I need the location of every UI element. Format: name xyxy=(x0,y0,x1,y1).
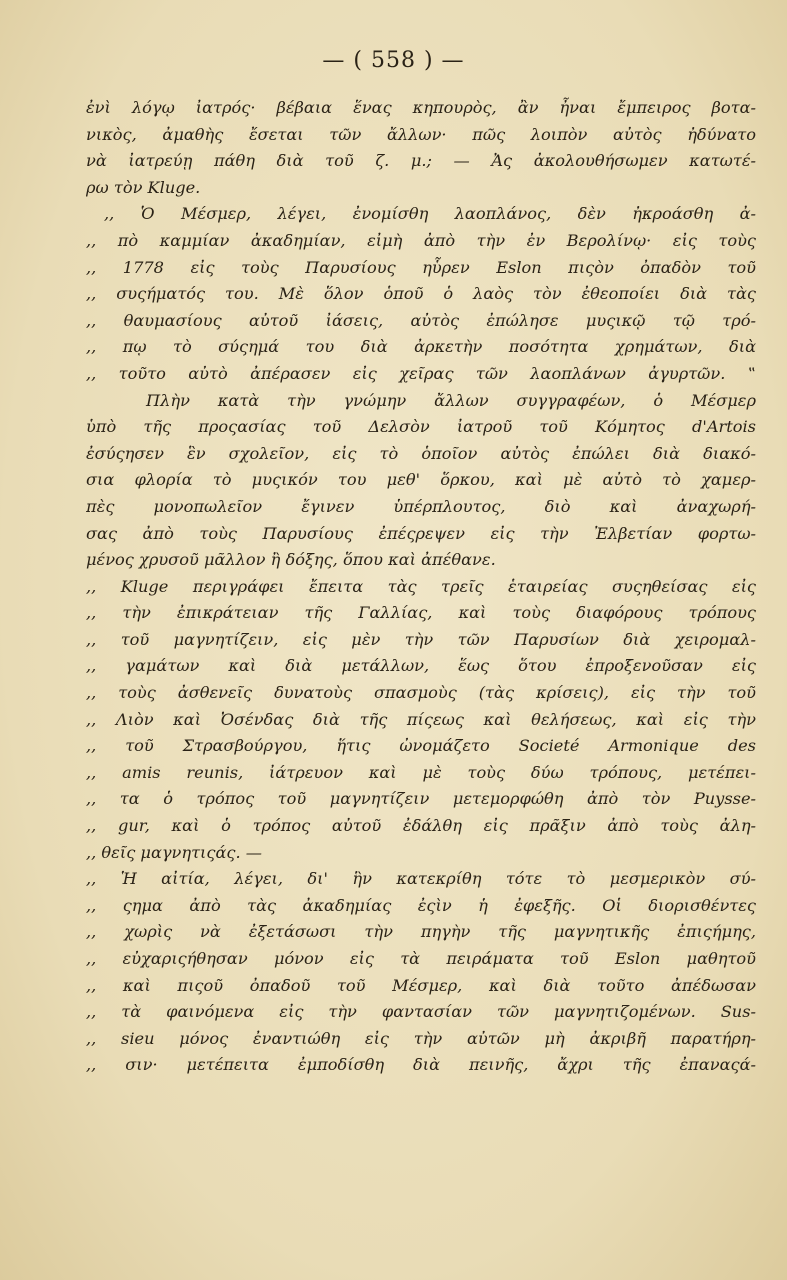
text-line: σας ἀπὸ τοὺς Παρυσίους ἐπέςρεψεν εἰς τὴν Ἐλβετίαν φορτω- xyxy=(86,523,756,543)
text-line: ρω τὸν Kluge. xyxy=(86,177,201,197)
text-line: ,, σιν· μετέπειτα ἐμποδίσθη διὰ πεινῆς, ἄχρι τῆς ἐπαναςά- xyxy=(86,1055,756,1075)
text-line: νικὸς, ἀμαθὴς ἔσεται τῶν ἄλλων· πῶς λοιπὸν αὐτὸς ἠδύνατο xyxy=(86,124,756,144)
text-line: ,, amis reunis, ἰάτρευον καὶ μὲ τοὺς δύω τρόπους, μετέπει- xyxy=(86,762,756,782)
text-line: ,, gur, καὶ ὁ τρόπος αὐτοῦ ἐδάλθη εἰς πρᾶξιν ἀπὸ τοὺς ἀλη- xyxy=(86,816,756,836)
text-line: ,, θεῖς μαγνητιςάς. — xyxy=(86,842,262,862)
text-line: ,, τὴν ἐπικράτειαν τῆς Γαλλίας, καὶ τοὺς διαφόρους τρόπους xyxy=(86,603,756,623)
text-line: ,, τοὺς ἀσθενεῖς δυνατοὺς σπασμοὺς (τὰς κρίσεις), εἰς τὴν τοῦ xyxy=(86,683,756,703)
text-line: ,, καὶ πιςοῦ ὀπαδοῦ τοῦ Μέσμερ, καὶ διὰ τοῦτο ἀπέδωσαν xyxy=(86,975,756,995)
text-line: ,, Kluge περιγράφει ἔπειτα τὰς τρεῖς ἑταιρείας συςηθείσας εἰς xyxy=(86,576,756,596)
text-line: ,, τα ὁ τρόπος τοῦ μαγνητίζειν μετεμορφώθη ἀπὸ τὸν Puysse- xyxy=(86,789,756,809)
text-line: ,, ςημα ἀπὸ τὰς ἀκαδημίας ἐςὶν ἡ ἐφεξῆς. Οἱ διορισθέντες xyxy=(86,895,756,915)
text-line: ,, Λιὸν καὶ Ὀσένδας διὰ τῆς πίςεως καὶ θελήσεως, καὶ εἰς τὴν xyxy=(86,709,756,729)
text-line: πὲς μονοπωλεῖον ἔγινεν ὑπέρπλουτος, διὸ καὶ ἀναχωρή- xyxy=(86,496,756,516)
text-line: ,, εὐχαριςήθησαν μόνον εἰς τὰ πειράματα τοῦ Eslon μαθητοῦ xyxy=(86,949,756,968)
text-line: ,, τοῦ μαγνητίζειν, εἰς μὲν τὴν τῶν Παρυσίων διὰ χειρομαλ- xyxy=(86,629,756,649)
text-line: ,, τοῦτο αὐτὸ ἀπέρασεν εἰς χεῖρας τῶν λαοπλάνων ἀγυρτῶν. ‟ xyxy=(86,363,756,383)
text-line: Πλὴν κατὰ τὴν γνώμην ἄλλων συγγραφέων, ὁ Μέσμερ xyxy=(146,390,756,410)
text-line: ἐνὶ λόγῳ ἰατρός· βέβαια ἕνας κηπουρὸς, ἂν ἦναι ἔμπειρος βοτα- xyxy=(86,98,756,117)
text-line: ,, Ἡ αἰτία, λέγει, δι' ἣν κατεκρίθη τότε τὸ μεσμερικὸν σύ- xyxy=(86,869,756,889)
text-line: ,, συςήματός του. Μὲ ὅλον ὁποῦ ὁ λαὸς τὸν ἐθεοποίει διὰ τὰς xyxy=(86,284,756,304)
text-line: ,, 1778 εἰς τοὺς Παρυσίους ηὗρεν Eslon πιςὸν ὀπαδὸν τοῦ xyxy=(86,257,756,277)
text-line: σια φλορία τὸ μυςικόν του μεθ' ὅρκου, καὶ μὲ αὐτὸ τὸ χαμερ- xyxy=(86,470,756,490)
text-line: ,, πὸ καμμίαν ἀκαδημίαν, εἰμὴ ἀπὸ τὴν ἐν Βερολίνῳ· εἰς τοὺς xyxy=(86,230,756,250)
text-line: ,, τοῦ Στρασβούργου, ἥτις ὠνομάζετο Societé Armonique des xyxy=(86,736,756,756)
text-line: ἐσύςησεν ἓν σχολεῖον, εἰς τὸ ὁποῖον αὐτὸς ἐπώλει διὰ διακό- xyxy=(86,443,756,463)
text-line: ,, χωρὶς νὰ ἐξετάσωσι τὴν πηγὴν τῆς μαγνητικῆς ἐπιςήμης, xyxy=(86,922,756,942)
text-line: μένος χρυσοῦ μᾶλλον ἢ δόξης, ὅπου καὶ ἀπέθανε. xyxy=(86,550,496,570)
text-line: ὑπὸ τῆς προςασίας τοῦ Δελσὸν ἰατροῦ τοῦ Κόμητος d'Artois xyxy=(86,417,756,437)
page-number: — ( 558 ) — xyxy=(322,48,465,73)
text-line: ,, γαμάτων καὶ διὰ μετάλλων, ἕως ὅτου ἐπροξενοῦσαν εἰς xyxy=(86,656,756,676)
text-line: νὰ ἰατρεύῃ πάθη διὰ τοῦ ζ. μ.; — Ἀς ἀκολουθήσωμεν κατωτέ- xyxy=(86,151,756,171)
text-line: ,, τὰ φαινόμενα εἰς τὴν φαντασίαν τῶν μαγνητιζομένων. Sus- xyxy=(86,1002,756,1022)
text-line: ,, θαυμασίους αὐτοῦ ἰάσεις, αὐτὸς ἐπώλησε μυςικῷ τῷ τρό- xyxy=(86,310,756,330)
text-line: ,, sieu μόνος ἐναντιώθη εἰς τὴν αὐτῶν μὴ ἀκριβῆ παρατήρη- xyxy=(86,1028,756,1048)
body-text xyxy=(86,95,756,1079)
text-line: ,, πῳ τὸ σύςημά του διὰ ἀρκετὴν ποσότητα χρημάτων, διὰ xyxy=(86,337,756,357)
text-line: ,, Ὁ Μέσμερ, λέγει, ἐνομίσθη λαοπλάνος, δὲν ἠκροάσθη ἀ- xyxy=(104,204,756,224)
